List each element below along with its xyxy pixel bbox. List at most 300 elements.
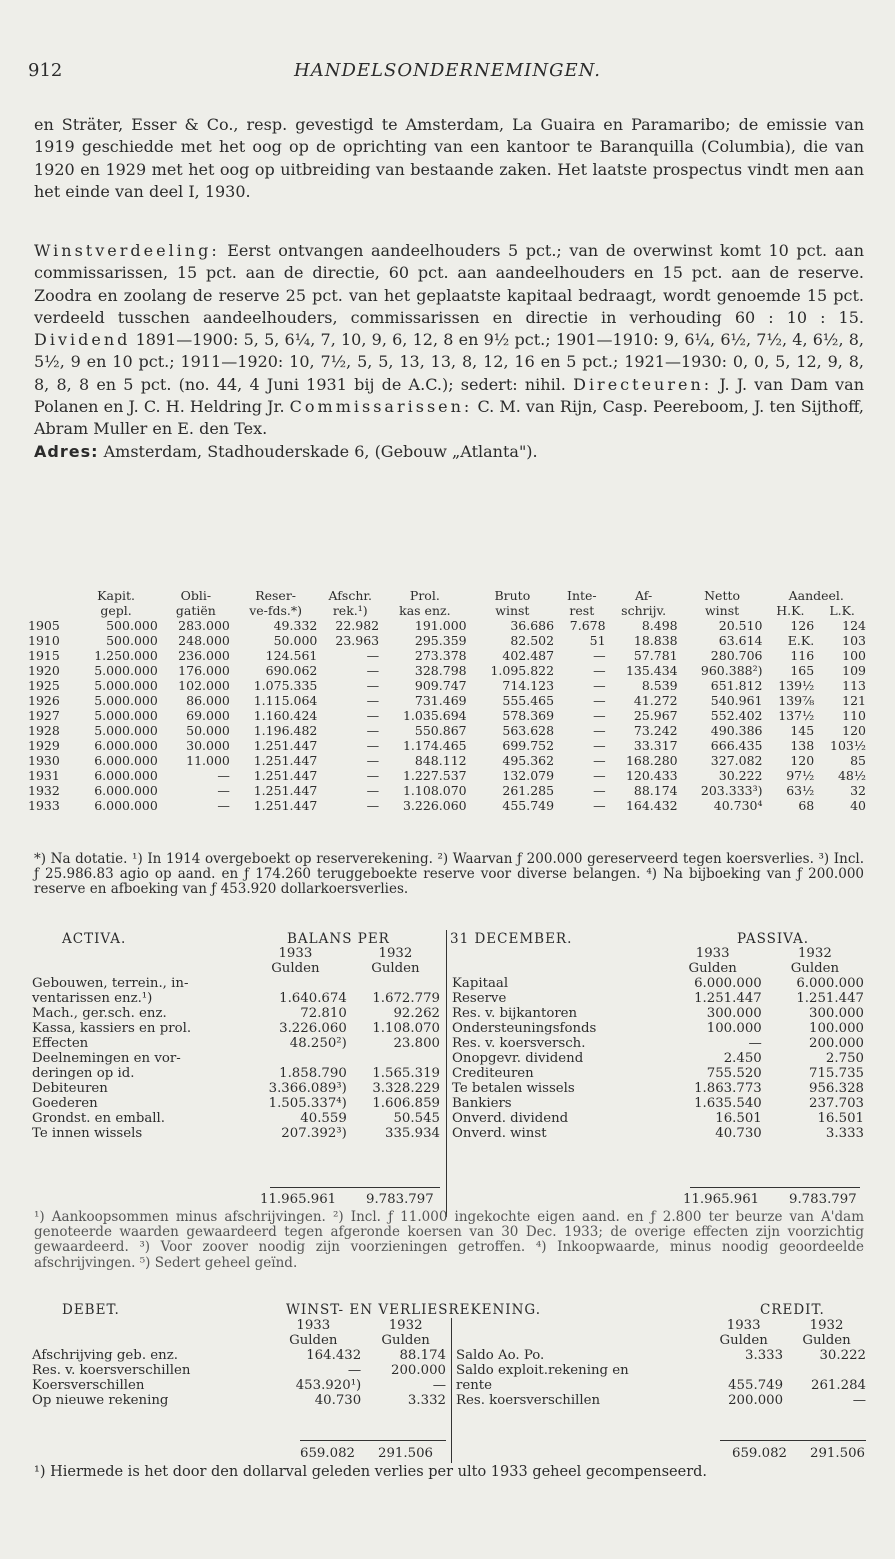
table-row bbox=[450, 1096, 866, 1111]
table-cell: 1.251.447 bbox=[253, 798, 318, 813]
winst-divider bbox=[451, 1318, 452, 1463]
table-cell: 651.812 bbox=[710, 678, 763, 693]
credit-unit-2: Gulden bbox=[802, 1333, 851, 1348]
table-row bbox=[30, 1006, 442, 1021]
table-cell: 168.280 bbox=[625, 753, 678, 768]
table-row bbox=[26, 753, 868, 768]
table-cell: 5.000.000 bbox=[94, 723, 158, 738]
debet-year-1932: 1932 bbox=[388, 1318, 423, 1333]
table-cell: — bbox=[366, 783, 380, 798]
table-cell: 1.035.694 bbox=[402, 708, 467, 723]
table-cell bbox=[702, 1363, 785, 1378]
row-label: Koersverschillen bbox=[32, 1378, 145, 1393]
table-cell: 236.000 bbox=[178, 648, 230, 663]
stats-header-cell: gatiën bbox=[175, 603, 216, 618]
table-cell: 120 bbox=[842, 723, 866, 738]
table-cell: 92.262 bbox=[393, 1006, 440, 1021]
table-cell: 200.000 bbox=[391, 1363, 446, 1378]
passiva-total-rule bbox=[690, 1187, 860, 1188]
table-cell: 956.328 bbox=[809, 1081, 864, 1096]
directeuren-text: J. J. van Dam van Polanen en J. C. H. Heldring Jr. bbox=[34, 374, 865, 417]
table-cell: 33.317 bbox=[633, 738, 678, 753]
table-row bbox=[26, 708, 868, 723]
table-cell: 11.000 bbox=[186, 753, 230, 768]
stats-header-cell: Kapit. bbox=[97, 588, 135, 603]
table-cell: 113 bbox=[842, 678, 866, 693]
passiva-unit-1: Gulden bbox=[688, 961, 737, 976]
table-cell: 455.749 bbox=[728, 1378, 784, 1393]
row-label: Kassa, kassiers en prol. bbox=[32, 1021, 192, 1036]
table-cell: — bbox=[593, 768, 606, 783]
table-cell: — bbox=[593, 738, 606, 753]
row-label: Onverd. winst bbox=[452, 1126, 547, 1141]
table-cell: 1.160.424 bbox=[253, 708, 318, 723]
activa-total-1932: 9.783.797 bbox=[366, 1192, 434, 1207]
table-row bbox=[26, 798, 868, 813]
table-cell: 909.747 bbox=[414, 678, 467, 693]
activa-table bbox=[30, 946, 442, 1141]
table-cell: — bbox=[366, 798, 380, 813]
table-cell: 97½ bbox=[786, 768, 815, 783]
table-cell: 126 bbox=[790, 618, 815, 633]
credit-year-1932: 1932 bbox=[809, 1318, 844, 1333]
winst-footnote: ¹) Hiermede is het door den dollarval geleden verlies per ulto 1933 geheel gecompenseerd. bbox=[34, 1464, 708, 1480]
table-cell: 3.333 bbox=[745, 1348, 784, 1363]
row-label: Saldo exploit.rekening en bbox=[456, 1363, 629, 1378]
table-cell: 48.250²) bbox=[289, 1036, 347, 1051]
stats-header-cell: rest bbox=[569, 603, 595, 618]
table-cell: 563.628 bbox=[502, 723, 555, 738]
table-cell: — bbox=[593, 723, 606, 738]
table-row bbox=[30, 1096, 442, 1111]
table-cell: 50.000 bbox=[186, 723, 230, 738]
row-label: Kapitaal bbox=[452, 976, 509, 991]
table-cell: 73.242 bbox=[633, 723, 678, 738]
table-cell: 63.614 bbox=[718, 633, 763, 648]
table-cell bbox=[242, 976, 349, 991]
table-cell: 5.000.000 bbox=[94, 693, 158, 708]
table-cell: 335.934 bbox=[385, 1126, 440, 1141]
table-cell: 495.362 bbox=[502, 753, 555, 768]
table-cell: 85 bbox=[850, 753, 866, 768]
table-row bbox=[30, 1081, 442, 1096]
table-cell: 63½ bbox=[786, 783, 815, 798]
table-cell: 100.000 bbox=[706, 1021, 762, 1036]
table-row bbox=[30, 991, 442, 1006]
table-cell: 88.174 bbox=[399, 1348, 446, 1363]
table-cell: 18.838 bbox=[633, 633, 678, 648]
activa-total-1933: 11.965.961 bbox=[260, 1192, 337, 1207]
table-cell: 283.000 bbox=[178, 618, 230, 633]
table-cell: 124.561 bbox=[265, 648, 318, 663]
table-cell: — bbox=[593, 648, 606, 663]
table-cell: — bbox=[366, 768, 380, 783]
table-row bbox=[30, 1111, 442, 1126]
table-cell: 69.000 bbox=[186, 708, 230, 723]
table-cell: 145 bbox=[790, 723, 815, 738]
table-cell: 32 bbox=[850, 783, 866, 798]
stats-header-cell bbox=[26, 588, 72, 603]
table-cell: 139⅞ bbox=[778, 693, 815, 708]
stats-header-cell: winst bbox=[495, 603, 530, 618]
table-row bbox=[30, 1051, 442, 1066]
row-label: Res. v. bijkantoren bbox=[452, 1006, 578, 1021]
table-cell: — bbox=[748, 1036, 762, 1051]
table-row bbox=[30, 1126, 442, 1141]
table-cell: 116 bbox=[790, 648, 815, 663]
table-row bbox=[450, 976, 866, 991]
table-row bbox=[30, 1348, 448, 1363]
table-cell: 490.386 bbox=[710, 723, 763, 738]
table-cell: 51 bbox=[589, 633, 606, 648]
table-cell: E.K. bbox=[787, 633, 815, 648]
row-label: Afschrijving geb. enz. bbox=[32, 1348, 178, 1363]
table-cell: 6.000.000 bbox=[796, 976, 864, 991]
table-cell: 40.730 bbox=[715, 1126, 762, 1141]
table-cell: 327.082 bbox=[710, 753, 763, 768]
row-label: Res. koersverschillen bbox=[456, 1393, 601, 1408]
row-year: 1926 bbox=[28, 693, 60, 708]
activa-unit-1: Gulden bbox=[271, 961, 320, 976]
activa-year-1932: 1932 bbox=[378, 946, 413, 961]
table-cell: 6.000.000 bbox=[694, 976, 762, 991]
stats-header-cell: Obli- bbox=[180, 588, 212, 603]
table-cell bbox=[349, 976, 442, 991]
table-cell: 49.332 bbox=[273, 618, 318, 633]
table-cell: 1.095.822 bbox=[490, 663, 555, 678]
table-cell: 261.285 bbox=[502, 783, 555, 798]
table-row bbox=[450, 1126, 866, 1141]
table-row bbox=[450, 1066, 866, 1081]
table-cell: 1.115.064 bbox=[253, 693, 318, 708]
row-year: 1925 bbox=[28, 678, 60, 693]
table-cell: 88.174 bbox=[633, 783, 678, 798]
row-year: 1930 bbox=[28, 753, 60, 768]
debet-total-rule bbox=[300, 1440, 446, 1441]
table-cell: 138 bbox=[790, 738, 815, 753]
stats-header-cell: Inte- bbox=[567, 588, 597, 603]
table-cell: 191.000 bbox=[414, 618, 467, 633]
table-cell: 30.000 bbox=[186, 738, 230, 753]
stats-header-cell: Reser- bbox=[255, 588, 297, 603]
directeuren-label: Directeuren: bbox=[573, 374, 713, 394]
debet-table bbox=[30, 1318, 448, 1408]
table-cell: 100 bbox=[842, 648, 866, 663]
row-label: Effecten bbox=[32, 1036, 89, 1051]
row-label: Onopgevr. dividend bbox=[452, 1051, 584, 1066]
page-header bbox=[28, 60, 867, 90]
table-cell: 280.706 bbox=[710, 648, 763, 663]
running-title: HANDELSONDERNEMINGEN. bbox=[294, 60, 601, 81]
table-cell: 3.328.229 bbox=[372, 1081, 440, 1096]
passiva-year-1933: 1933 bbox=[695, 946, 730, 961]
table-row bbox=[26, 648, 868, 663]
table-cell: 402.487 bbox=[502, 648, 555, 663]
table-cell: 295.359 bbox=[414, 633, 467, 648]
table-cell: 690.062 bbox=[265, 663, 318, 678]
table-cell: 165 bbox=[790, 663, 815, 678]
table-row bbox=[30, 1378, 448, 1393]
table-cell: — bbox=[366, 648, 380, 663]
table-cell: 1.565.319 bbox=[372, 1066, 440, 1081]
table-cell: 1.505.337⁴) bbox=[268, 1096, 347, 1111]
stats-header-cell: kas enz. bbox=[399, 603, 451, 618]
table-cell: 102.000 bbox=[178, 678, 230, 693]
row-year: 1932 bbox=[28, 783, 60, 798]
table-cell: 540.961 bbox=[710, 693, 763, 708]
table-cell: — bbox=[366, 708, 380, 723]
stats-header-cell: ve-fds.*) bbox=[249, 603, 303, 618]
stats-header-cell: Bruto bbox=[494, 588, 531, 603]
table-cell: 455.749 bbox=[502, 798, 555, 813]
dividend-text: 1891—1900: 5, 5, 6¼, 7, 10, 9, 6, 12, 8 en 9½ pct.; 1901—1910: 9, 6¼, 6½, 7½, 4, 6½, 8, 5½, 9 en 10 pct.; 1911—1920: 10, 7½, 5, 5, 13, 13, 8, 12, 16 en 5 pct.; 1921—1930: 0, 0, 5, 12, 9, 8, 8, 8, 8 en 5 pct. (no. 44, 4 Juni 1931 bij de A.C.); sedert: nihil. bbox=[34, 330, 864, 394]
table-cell: 550.867 bbox=[414, 723, 467, 738]
table-cell: — bbox=[593, 708, 606, 723]
row-year: 1929 bbox=[28, 738, 60, 753]
table-cell: 50.545 bbox=[393, 1111, 440, 1126]
commissarissen-label: Commissarissen: bbox=[289, 397, 473, 417]
table-cell: 5.000.000 bbox=[94, 663, 158, 678]
table-cell: 48½ bbox=[837, 768, 866, 783]
table-cell bbox=[349, 1051, 442, 1066]
row-label: Saldo Ao. Po. bbox=[456, 1348, 545, 1363]
row-label: Gebouwen, terrein., in- bbox=[32, 976, 189, 991]
table-cell: 20.510 bbox=[718, 618, 763, 633]
stats-header-cell: Prol. bbox=[409, 588, 440, 603]
table-cell: 100.000 bbox=[809, 1021, 864, 1036]
table-cell: 3.332 bbox=[407, 1393, 446, 1408]
balans-footnote: ¹) Aankoopsommen minus afschrijvingen. ²) Incl. ƒ 11.000 ingekochte eigen aand. en ƒ 2.800 ter beurze van A'dam genoteerde waarden gewaardeerd tegen afgeronde koersen van 30 Dec. 1933; de overige effecten zijn voorzichtig gewaardeerd. ³) Voor zoover noodig zijn voorzieningen getroffen. ⁴) Inkoopwaarde, minus noodig geoordeelde afschrijvingen. ⁵) Sedert geheel geïnd. bbox=[34, 1209, 864, 1271]
table-cell: 82.502 bbox=[510, 633, 555, 648]
table-cell: 207.392³) bbox=[281, 1126, 347, 1141]
table-row bbox=[30, 1036, 442, 1051]
row-label: Reserve bbox=[452, 991, 507, 1006]
table-cell: — bbox=[366, 678, 380, 693]
table-cell: — bbox=[852, 1393, 866, 1408]
activa-unit-2: Gulden bbox=[371, 961, 420, 976]
table-cell: 2.750 bbox=[825, 1051, 864, 1066]
table-cell: 72.810 bbox=[300, 1006, 347, 1021]
table-cell: 40 bbox=[850, 798, 866, 813]
table-cell: 135.434 bbox=[625, 663, 678, 678]
table-row bbox=[450, 991, 866, 1006]
table-cell: 2.450 bbox=[723, 1051, 762, 1066]
table-cell: 500.000 bbox=[106, 633, 158, 648]
passiva-unit-2: Gulden bbox=[790, 961, 840, 976]
table-row bbox=[450, 1111, 866, 1126]
stats-header-cell: H.K. bbox=[776, 603, 805, 618]
adres-label: Adres: bbox=[34, 441, 99, 461]
table-cell: 1.251.447 bbox=[796, 991, 864, 1006]
table-cell: 23.800 bbox=[393, 1036, 440, 1051]
table-cell: 16.501 bbox=[715, 1111, 762, 1126]
table-cell: — bbox=[593, 798, 606, 813]
row-label: Goederen bbox=[32, 1096, 98, 1111]
table-row bbox=[450, 1081, 866, 1096]
balans-divider bbox=[446, 930, 447, 1217]
table-cell: 960.388²) bbox=[700, 663, 763, 678]
table-cell: 132.079 bbox=[502, 768, 555, 783]
table-cell: 6.000.000 bbox=[94, 753, 158, 768]
table-cell: — bbox=[366, 738, 380, 753]
row-label: ventarissen enz.¹) bbox=[32, 991, 153, 1006]
row-year: 1910 bbox=[28, 633, 60, 648]
table-cell: — bbox=[217, 798, 230, 813]
table-row bbox=[26, 783, 868, 798]
stats-header-cell: winst bbox=[704, 603, 740, 618]
intro-text: en Sträter, Esser & Co., resp. gevestigd te Amsterdam, La Guaira en Paramaribo; de emissie van 1919 geschiedde met het oog op de oprichting van een kantoor te Baranquilla (Columbia), die van 1920 en 1929 met het oog op uitbreiding van bestaande zaken. Het laatste prospectus vindt men aan het einde van deel I, 1930. bbox=[34, 115, 864, 201]
row-year: 1927 bbox=[28, 708, 60, 723]
table-cell: 6.000.000 bbox=[94, 768, 158, 783]
table-cell: 1.108.070 bbox=[402, 783, 467, 798]
table-cell: 1.251.447 bbox=[253, 753, 318, 768]
credit-total-rule bbox=[720, 1440, 866, 1441]
passiva-year-1932: 1932 bbox=[797, 946, 832, 961]
winst-paragraph bbox=[34, 240, 864, 463]
table-cell: 3.333 bbox=[825, 1126, 864, 1141]
row-label: Te innen wissels bbox=[32, 1126, 143, 1141]
table-cell: 248.000 bbox=[178, 633, 230, 648]
table-cell: 103½ bbox=[830, 738, 866, 753]
table-cell: — bbox=[593, 783, 606, 798]
table-cell: 40.730⁴ bbox=[713, 798, 763, 813]
debet-unit-2: Gulden bbox=[381, 1333, 430, 1348]
balans-title-right: 31 DECEMBER. bbox=[450, 931, 573, 947]
winst-title: WINST- EN VERLIESREKENING. bbox=[286, 1302, 542, 1318]
table-cell: 273.378 bbox=[414, 648, 467, 663]
stats-header-cell: gepl. bbox=[100, 603, 132, 618]
table-cell: — bbox=[366, 693, 380, 708]
table-cell: 6.000.000 bbox=[94, 798, 158, 813]
table-cell: 1.672.779 bbox=[372, 991, 440, 1006]
table-cell: 300.000 bbox=[809, 1006, 864, 1021]
table-cell: 714.123 bbox=[502, 678, 555, 693]
stats-header-cell bbox=[26, 603, 72, 618]
row-year: 1933 bbox=[28, 798, 60, 813]
table-cell: 164.432 bbox=[625, 798, 678, 813]
table-row bbox=[454, 1378, 868, 1393]
passiva-total-1932: 9.783.797 bbox=[789, 1192, 857, 1207]
table-cell: 5.000.000 bbox=[94, 708, 158, 723]
table-cell: 3.366.089³) bbox=[268, 1081, 347, 1096]
row-label: Mach., ger.sch. enz. bbox=[32, 1006, 167, 1021]
table-cell: 164.432 bbox=[306, 1348, 362, 1363]
row-year: 1920 bbox=[28, 663, 60, 678]
table-cell: 731.469 bbox=[414, 693, 467, 708]
table-cell bbox=[242, 1051, 349, 1066]
table-cell: — bbox=[366, 663, 380, 678]
stats-header-cell: Af- bbox=[635, 588, 653, 603]
table-cell: 16.501 bbox=[817, 1111, 864, 1126]
debet-year-1933: 1933 bbox=[296, 1318, 331, 1333]
table-cell: 3.226.060 bbox=[279, 1021, 347, 1036]
table-cell: 200.000 bbox=[809, 1036, 864, 1051]
table-row bbox=[26, 633, 868, 648]
table-cell: 5.000.000 bbox=[94, 678, 158, 693]
passiva-total-1933: 11.965.961 bbox=[683, 1192, 760, 1207]
activa-label: ACTIVA. bbox=[62, 931, 127, 947]
table-cell: 1.250.000 bbox=[94, 648, 158, 663]
table-cell: 23.963 bbox=[335, 633, 380, 648]
table-cell: — bbox=[593, 678, 606, 693]
stats-header-cell: rek.¹) bbox=[332, 603, 368, 618]
table-cell: 120 bbox=[790, 753, 815, 768]
statistics-table bbox=[26, 588, 868, 813]
credit-table bbox=[454, 1318, 868, 1408]
table-cell: 261.284 bbox=[811, 1378, 866, 1393]
table-cell bbox=[785, 1363, 868, 1378]
debet-total-1932: 291.506 bbox=[378, 1446, 433, 1461]
table-row bbox=[30, 976, 442, 991]
row-label: Res. v. koersverschillen bbox=[32, 1363, 191, 1378]
table-cell: 200.000 bbox=[728, 1393, 784, 1408]
row-label: deringen op id. bbox=[32, 1066, 135, 1081]
table-cell: 1.640.674 bbox=[279, 991, 347, 1006]
table-cell: 1.174.465 bbox=[402, 738, 467, 753]
table-row bbox=[450, 1036, 866, 1051]
row-label: Op nieuwe rekening bbox=[32, 1393, 169, 1408]
stats-header-row-1 bbox=[26, 588, 868, 603]
table-row bbox=[450, 1051, 866, 1066]
activa-year-1933: 1933 bbox=[278, 946, 313, 961]
table-cell: 3.226.060 bbox=[402, 798, 467, 813]
table-cell: 755.520 bbox=[706, 1066, 762, 1081]
credit-label: CREDIT. bbox=[760, 1302, 825, 1318]
table-cell: 1.858.790 bbox=[279, 1066, 347, 1081]
table-row bbox=[26, 768, 868, 783]
activa-total-rule bbox=[270, 1187, 440, 1188]
table-cell: 176.000 bbox=[178, 663, 230, 678]
debet-label: DEBET. bbox=[62, 1302, 120, 1318]
row-label: Onverd. dividend bbox=[452, 1111, 569, 1126]
table-cell: 848.112 bbox=[414, 753, 467, 768]
table-cell: — bbox=[593, 753, 606, 768]
table-cell: — bbox=[217, 783, 230, 798]
table-cell: 552.402 bbox=[710, 708, 763, 723]
table-cell: 57.781 bbox=[633, 648, 678, 663]
table-cell: 1.108.070 bbox=[372, 1021, 440, 1036]
table-cell: — bbox=[593, 693, 606, 708]
table-cell: 6.000.000 bbox=[94, 738, 158, 753]
table-cell: 40.559 bbox=[300, 1111, 347, 1126]
row-label: Grondst. en emball. bbox=[32, 1111, 165, 1126]
table-row bbox=[454, 1348, 868, 1363]
table-cell: 137½ bbox=[778, 708, 815, 723]
commissarissen-text: C. M. van Rijn, Casp. Peereboom, J. ten Sijthoff, Abram Muller en E. den Tex. bbox=[34, 397, 864, 439]
table-cell: 6.000.000 bbox=[94, 783, 158, 798]
table-cell: 86.000 bbox=[186, 693, 230, 708]
row-label: rente bbox=[456, 1378, 493, 1393]
table-cell: 50.000 bbox=[273, 633, 318, 648]
debet-unit-1: Gulden bbox=[289, 1333, 338, 1348]
table-cell: — bbox=[217, 768, 230, 783]
row-year: 1928 bbox=[28, 723, 60, 738]
table-cell: 1.606.859 bbox=[372, 1096, 440, 1111]
credit-year-1933: 1933 bbox=[726, 1318, 761, 1333]
row-label: Debiteuren bbox=[32, 1081, 108, 1096]
table-cell: 22.982 bbox=[335, 618, 380, 633]
winstverdeeling-label: Winstverdeeling: bbox=[34, 241, 220, 260]
table-cell: 715.735 bbox=[809, 1066, 864, 1081]
winstverdeeling-text: Eerst ontvangen aandeelhouders 5 pct.; van de overwinst komt 10 pct. aan commissarissen, 15 pct. aan de directie, 60 pct. aan aandeelhouders en 15 pct. aan de reserve. Zoodra en zoolang de reserve 25 pct. van het geplaatste kapitaal bedraagt, wordt genoemde 15 pct. verdeeld tusschen aandeelhouders, commissarissen en directie in verhouding 60 : 10 : 15. bbox=[34, 241, 864, 327]
table-row bbox=[454, 1393, 868, 1408]
table-cell: 109 bbox=[842, 663, 866, 678]
table-row bbox=[26, 618, 868, 633]
table-cell: — bbox=[432, 1378, 446, 1393]
table-cell: 328.798 bbox=[414, 663, 467, 678]
credit-unit-1: Gulden bbox=[719, 1333, 768, 1348]
table-cell: 103 bbox=[842, 633, 866, 648]
